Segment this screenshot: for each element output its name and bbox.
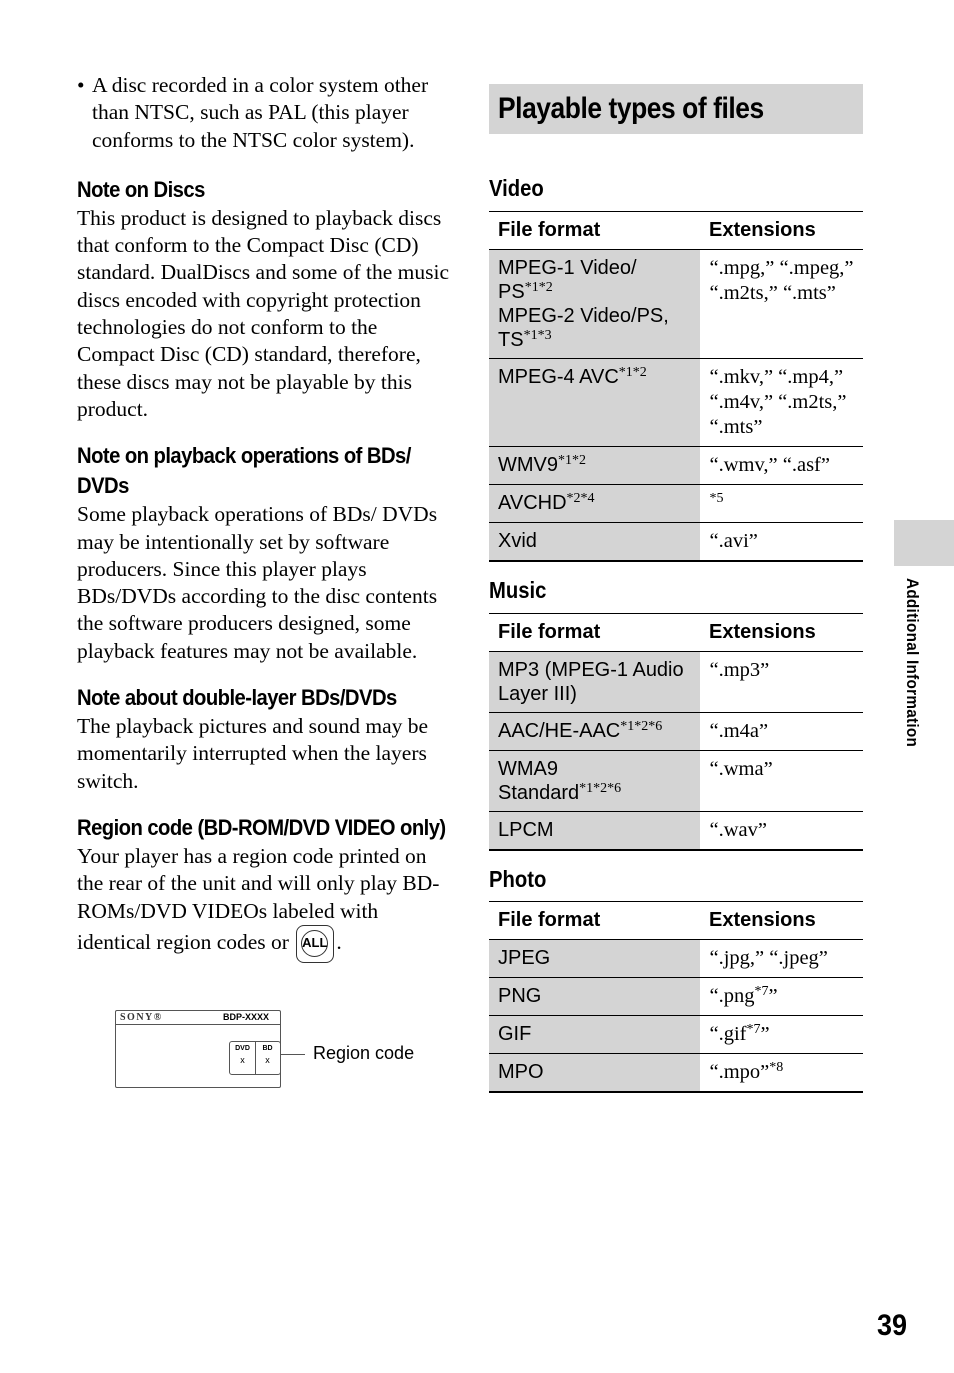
header-file-format: File format [489, 902, 700, 940]
format-text: MPEG-2 Video/PS, [498, 305, 669, 327]
side-tab-label [902, 578, 922, 766]
extensions-text: “.wma” [709, 758, 773, 780]
left-column [77, 72, 449, 981]
format-line [498, 1022, 698, 1046]
format-line [498, 365, 698, 389]
file-format-cell [489, 485, 700, 523]
header-file-format: File format [489, 212, 700, 250]
panel-top-bar [116, 1011, 280, 1025]
region-code-section [77, 813, 449, 963]
file-format-cell [489, 359, 700, 447]
extensions-cell [700, 359, 863, 447]
format-line [498, 719, 698, 743]
all-icon-label: ALL [302, 934, 328, 950]
region-code-diagram [115, 1010, 435, 1090]
format-text: AAC/HE-AAC [498, 720, 621, 742]
format-line [498, 658, 698, 706]
extensions-cell [700, 485, 863, 523]
table-row [489, 652, 863, 713]
table-row [489, 250, 863, 359]
page-title: Playable types of files [498, 92, 764, 125]
format-text: MPEG-1 Video/ [498, 257, 637, 279]
table-row [489, 1054, 863, 1093]
extensions-text: “.mpg,” “.mpeg,” “.m2ts,” “.mts” [709, 257, 854, 304]
file-format-cell [489, 751, 700, 812]
dvd-region-mark: x [240, 1055, 245, 1065]
music-table [489, 613, 863, 851]
format-line [498, 256, 698, 280]
format-line [498, 984, 698, 1008]
format-line [498, 328, 698, 352]
footnote-ref: *8 [769, 1060, 784, 1075]
file-format-cell [489, 447, 700, 485]
format-text: GIF [498, 1023, 532, 1045]
format-line [498, 818, 698, 842]
extensions-text: “.png [709, 985, 755, 1007]
extensions-text: “.mkv,” “.mp4,” “.m4v,” “.m2ts,” “.mts” [709, 366, 847, 438]
extensions-cell [700, 940, 863, 978]
extensions-text: “.wav” [709, 819, 767, 841]
extensions-cell [700, 447, 863, 485]
photo-heading: Photo [489, 866, 547, 892]
dvd-region-cell [230, 1044, 255, 1065]
footnote-ref: *5 [709, 491, 724, 506]
file-format-cell [489, 1054, 700, 1093]
extensions-close-quote: ” [768, 985, 778, 1007]
file-format-cell [489, 812, 700, 851]
note-on-discs [77, 175, 449, 423]
extensions-text: “.avi” [709, 530, 758, 552]
format-line [498, 781, 698, 805]
bullet-mark: • [77, 73, 85, 97]
video-heading: Video [489, 175, 544, 201]
player-rear-panel [115, 1010, 281, 1088]
format-text: MPEG-4 AVC [498, 366, 619, 388]
extensions-text: “.wmv,” “.asf” [709, 454, 830, 476]
table-row [489, 713, 863, 751]
footnote-ref: *7 [754, 984, 769, 999]
section-heading: Region code (BD-ROM/DVD VIDEO only) [77, 814, 446, 840]
format-text: WMA9 [498, 758, 558, 780]
table-row [489, 812, 863, 851]
format-line [498, 757, 698, 781]
table-row [489, 447, 863, 485]
extensions-cell [700, 523, 863, 562]
bullet-item [77, 72, 449, 154]
format-text: MPO [498, 1061, 544, 1083]
bd-region-mark: x [265, 1055, 270, 1065]
format-text: TS [498, 329, 524, 351]
header-extensions: Extensions [700, 902, 863, 940]
model-label: BDP-XXXX [223, 1012, 270, 1022]
file-format-cell [489, 940, 700, 978]
table-row [489, 359, 863, 447]
format-text: PNG [498, 985, 542, 1007]
section-heading: Note on Discs [77, 176, 205, 202]
extensions-cell [700, 713, 863, 751]
table-row [489, 940, 863, 978]
extensions-text: “.gif [709, 1023, 747, 1045]
file-format-cell [489, 652, 700, 713]
side-tab-text: Additional Information [903, 578, 922, 748]
region-body-text: Your player has a region code printed on the rear of the unit and will only play BD-ROMs/DVD VIDEOs labeled with identical region codes or [77, 843, 440, 954]
sony-logo: SONY® [120, 1012, 163, 1023]
footnote-ref: *1*2*6 [620, 719, 663, 734]
footnote-ref: *1*3 [523, 328, 552, 343]
section-heading: Note on playback operations of BDs/ DVDs [77, 443, 411, 499]
footnote-ref: *1*2 [524, 280, 553, 295]
note-about-double-layer [77, 683, 449, 795]
format-line [498, 453, 698, 477]
extensions-close-quote: ” [760, 1023, 770, 1045]
table-header-row [489, 614, 863, 652]
format-text: Standard [498, 782, 580, 804]
format-line [498, 280, 698, 304]
extensions-cell [700, 812, 863, 851]
extensions-text: “.jpg,” “.jpeg” [709, 947, 828, 969]
file-format-cell [489, 523, 700, 562]
table-header-row [489, 212, 863, 250]
all-region-globe-icon [296, 925, 334, 963]
format-text: PS [498, 281, 525, 303]
footnote-ref: *1*2 [618, 365, 647, 380]
extensions-cell [700, 1054, 863, 1093]
format-text: LPCM [498, 819, 554, 841]
region-code-label [229, 1041, 281, 1075]
table-row [489, 523, 863, 562]
callout-label: Region code [313, 1043, 415, 1063]
region-body-end: . [336, 929, 342, 954]
file-format-cell [489, 250, 700, 359]
section-body: Some playback operations of BDs/ DVDs may be intentionally set by software producers. Since this player plays BDs/DVDs according to the disc contents the software producers designed, some playback features may not be available. [77, 502, 438, 663]
section-heading: Note about double-layer BDs/DVDs [77, 685, 397, 711]
format-text: MP3 (MPEG-1 Audio Layer III) [498, 659, 684, 705]
file-format-cell [489, 1016, 700, 1054]
header-file-format: File format [489, 614, 700, 652]
file-format-cell [489, 713, 700, 751]
format-line [498, 529, 698, 553]
page-number: 39 [877, 1309, 908, 1342]
bullet-text: A disc recorded in a color system other than NTSC, such as PAL (this player conforms to the NTSC color system). [92, 73, 429, 152]
bd-label: BD [262, 1045, 273, 1052]
extensions-cell [700, 250, 863, 359]
section-body: The playback pictures and sound may be momentarily interrupted when the layers switch. [77, 714, 429, 793]
file-format-cell [489, 978, 700, 1016]
format-text: WMV9 [498, 454, 558, 476]
title-banner [489, 84, 863, 134]
format-text: Xvid [498, 530, 537, 552]
footnote-ref: *1*2 [558, 453, 586, 468]
dvd-label: DVD [235, 1045, 250, 1052]
photo-table [489, 901, 863, 1093]
format-text: AVCHD [498, 492, 567, 514]
note-on-playback-operations [77, 441, 449, 665]
format-line [498, 1060, 698, 1084]
header-extensions: Extensions [700, 614, 863, 652]
format-line [498, 491, 698, 515]
table-row [489, 978, 863, 1016]
section-body: This product is designed to playback discs that conform to the Compact Disc (CD) standard. DualDiscs and some of the music discs encoded with copyright protection technologies do not conform to the Compact Disc (CD) standard, therefore, these discs may not be playable by this product. [77, 205, 449, 421]
callout-line [280, 1054, 305, 1055]
extensions-text: “.m4a” [709, 720, 769, 742]
format-line [498, 304, 698, 328]
format-text: JPEG [498, 947, 551, 969]
extensions-text: “.mpo” [709, 1061, 770, 1083]
video-table [489, 211, 863, 562]
music-heading: Music [489, 577, 547, 603]
table-header-row [489, 902, 863, 940]
section-body [77, 843, 449, 963]
bd-region-cell [255, 1044, 280, 1065]
footnote-ref: *7 [746, 1022, 761, 1037]
side-tab [894, 520, 954, 566]
footnote-ref: *2*4 [566, 491, 595, 506]
footnote-ref: *1*2*6 [579, 781, 622, 796]
header-extensions: Extensions [700, 212, 863, 250]
table-row [489, 485, 863, 523]
table-row [489, 1016, 863, 1054]
extensions-cell [700, 652, 863, 713]
extensions-text: “.mp3” [709, 659, 770, 681]
table-row [489, 751, 863, 812]
extensions-cell [700, 978, 863, 1016]
format-line [498, 946, 698, 970]
extensions-cell [700, 751, 863, 812]
extensions-cell [700, 1016, 863, 1054]
